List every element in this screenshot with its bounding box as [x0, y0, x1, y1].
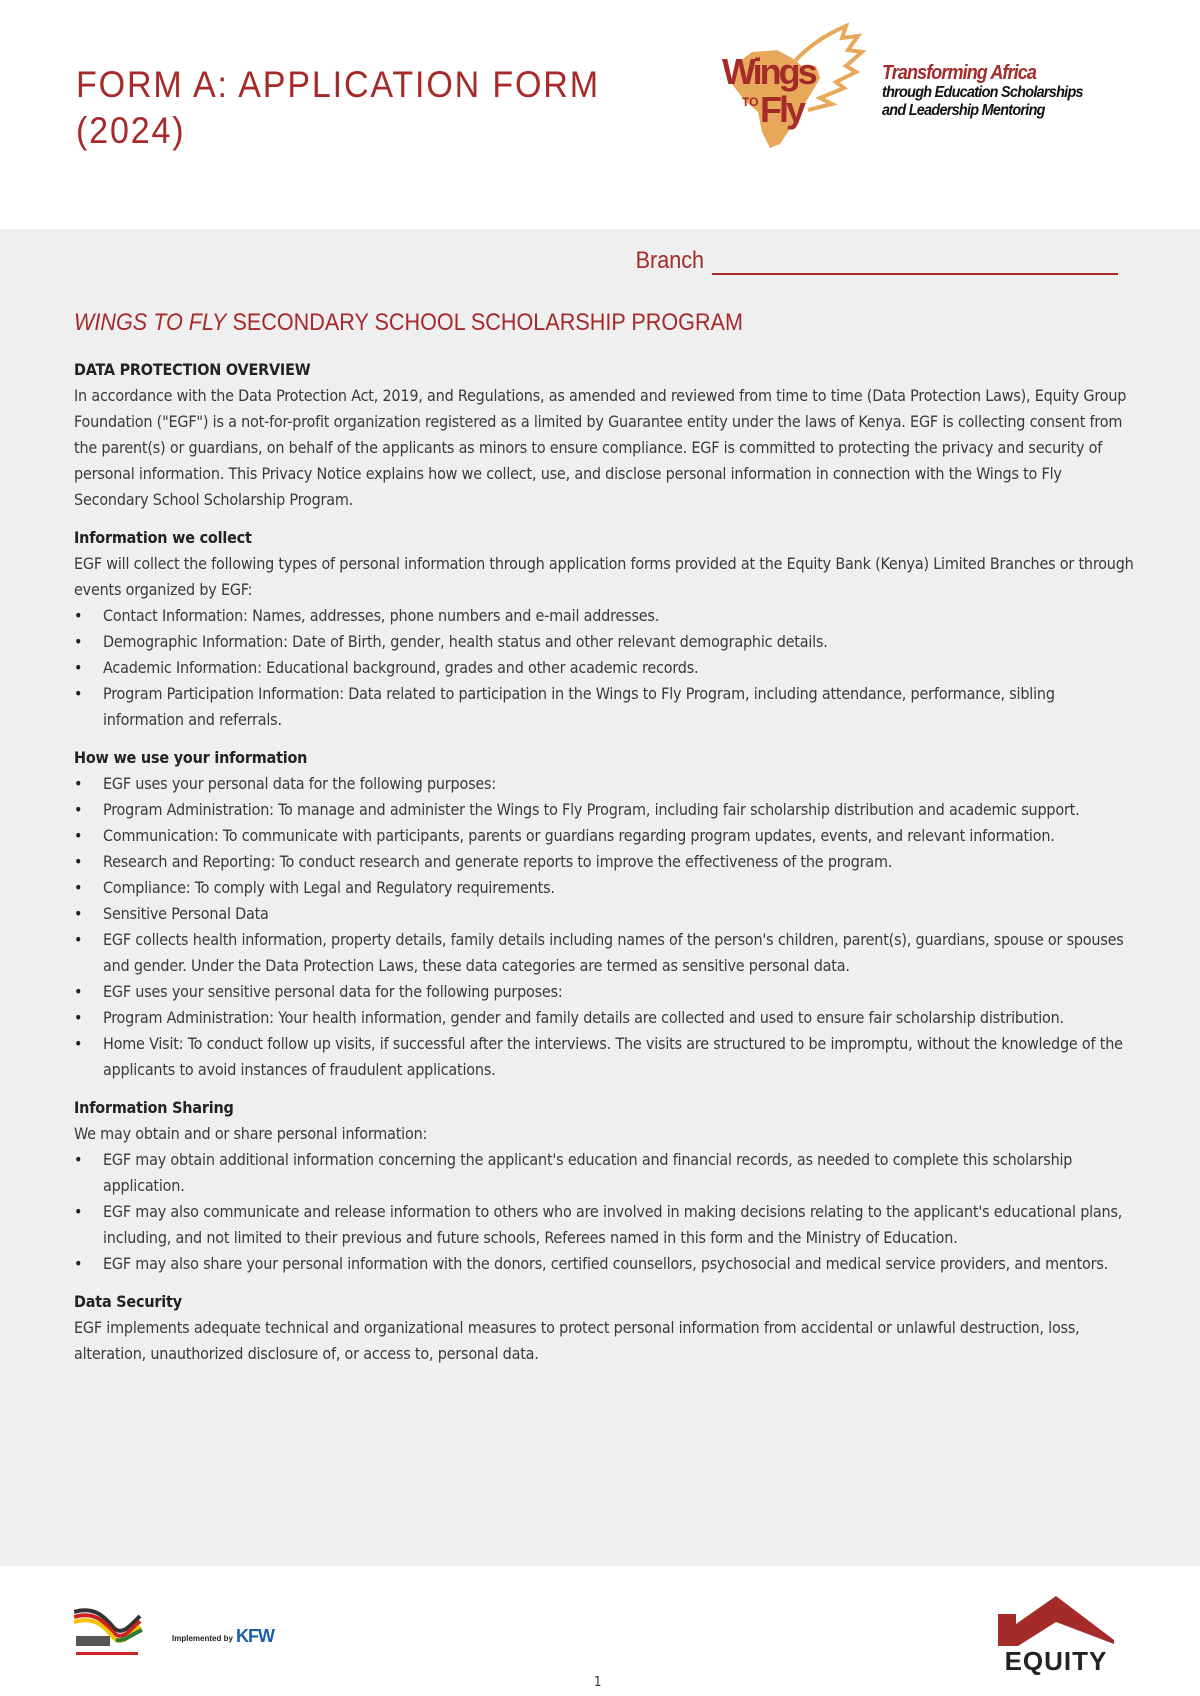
implemented-by-text: Implemented by: [172, 1634, 233, 1643]
logo-tagline: Transforming Africa through Education Scholarships and Leadership Mentoring: [882, 62, 1083, 119]
section-heading: Information we collect: [74, 528, 252, 547]
form-title-line2: (2024): [76, 110, 186, 151]
list-item: • EGF may also communicate and release information to others who are involved in making decisions relating to the applicant's educational plans, including, and not limited to their previous and future schools, Referees named in this form and the Ministry of Education.: [74, 1199, 1134, 1251]
list-item: • Research and Reporting: To conduct research and generate reports to improve the effectiveness of the program.: [74, 849, 1134, 875]
branch-label: Branch: [635, 247, 705, 274]
section-information-we-collect: [74, 525, 1134, 733]
list-item: • Program Administration: Your health information, gender and family details are collected and used to ensure fair scholarship distribution.: [74, 1005, 1134, 1031]
section-heading: DATA PROTECTION OVERVIEW: [74, 360, 311, 379]
program-title: [74, 309, 743, 337]
section-heading: Data Security: [74, 1292, 182, 1311]
page-number: 1: [594, 1675, 602, 1690]
section-heading: How we use your information: [74, 748, 308, 767]
equity-roof-icon: [998, 1596, 1114, 1646]
section-paragraph: EGF implements adequate technical and organizational measures to protect personal information from accidental or unlawful destruction, loss, alteration, unauthorized disclosure of, or access to, personal data.: [74, 1318, 1080, 1363]
list-item: • EGF may also share your personal information with the donors, certified counsellors, psychosocial and medical service providers, and mentors.: [74, 1251, 1134, 1277]
list-item: • Contact Information: Names, addresses, phone numbers and e-mail addresses.: [74, 603, 1134, 629]
privacy-notice: [74, 357, 1134, 1379]
section-overview: [74, 357, 1134, 513]
form-title: [76, 62, 600, 154]
africa-wings-logo-icon: [722, 22, 872, 157]
form-title-line1: FORM A: APPLICATION FORM: [76, 64, 600, 105]
page-footer: [0, 1566, 1200, 1696]
wings-to-fly-logo: [722, 22, 1162, 157]
section-information-sharing: [74, 1095, 1134, 1277]
section-intro: EGF will collect the following types of personal information through application forms provided at the Equity Bank (Kenya) Limited Branches or through events organized by EGF:: [74, 554, 1134, 599]
bullet-list: [74, 1147, 1134, 1277]
section-data-security: [74, 1289, 1134, 1367]
germany-kenya-partnership-logo-icon: [74, 1606, 144, 1658]
equity-wordmark: EQUITY: [1004, 1646, 1108, 1676]
branch-field: [628, 247, 1118, 275]
svg-text:Fly: Fly: [760, 89, 804, 130]
program-title-italic: WINGS TO FLY: [74, 309, 227, 336]
list-item: • Home Visit: To conduct follow up visits, if successful after the interviews. The visits are structured to be impromptu, without the knowledge of the applicants to avoid instances of fraudulent applications.: [74, 1031, 1134, 1083]
section-intro: We may obtain and or share personal information:: [74, 1124, 428, 1143]
section-paragraph: In accordance with the Data Protection Act, 2019, and Regulations, as amended and reviewed from time to time (Data Protection Laws), Equity Group Foundation ("EGF") is a not-for-profit organization registered as a limited by Guarantee entity under the laws of Kenya. EGF is collecting consent from the parent(s) or guardians, on behalf of the applicants as minors to ensure compliance. EGF is committed to protecting the privacy and security of personal information. This Privacy Notice explains how we collect, use, and disclose personal information in connection with the Wings to Fly Secondary School Scholarship Program.: [74, 386, 1127, 509]
list-item: • Compliance: To comply with Legal and Regulatory requirements.: [74, 875, 1134, 901]
list-item: • EGF uses your sensitive personal data for the following purposes:: [74, 979, 1134, 1005]
branch-input[interactable]: [712, 247, 1118, 275]
list-item: • EGF may obtain additional information concerning the applicant's education and financial records, as needed to complete this scholarship application.: [74, 1147, 1134, 1199]
svg-text:Wings: Wings: [722, 51, 815, 92]
section-how-we-use: [74, 745, 1134, 1083]
program-title-rest: SECONDARY SCHOOL SCHOLARSHIP PROGRAM: [226, 309, 743, 336]
list-item: • Communication: To communicate with participants, parents or guardians regarding program updates, events, and relevant information.: [74, 823, 1134, 849]
list-item: • Demographic Information: Date of Birth, gender, health status and other relevant demographic details.: [74, 629, 1134, 655]
list-item: • EGF collects health information, property details, family details including names of the person's children, parent(s), guardians, spouse or spouses and gender. Under the Data Protection Laws, these data categories are termed as sensitive personal data.: [74, 927, 1134, 979]
list-item: • Program Administration: To manage and administer the Wings to Fly Program, including fair scholarship distribution and academic support.: [74, 797, 1134, 823]
bullet-list: [74, 603, 1134, 733]
list-item: • Sensitive Personal Data: [74, 901, 1134, 927]
equity-logo: [998, 1596, 1114, 1676]
section-heading: Information Sharing: [74, 1098, 234, 1117]
list-item: • Academic Information: Educational background, grades and other academic records.: [74, 655, 1134, 681]
list-item: • Program Participation Information: Data related to participation in the Wings to Fly Program, including attendance, performance, sibling information and referrals.: [74, 681, 1134, 733]
list-item: • EGF uses your personal data for the following purposes:: [74, 771, 1134, 797]
bullet-list: [74, 771, 1134, 1083]
page-header: [0, 0, 1200, 229]
svg-text:TO: TO: [742, 95, 759, 109]
form-body: [0, 229, 1200, 1566]
kfw-logo: KFW: [236, 1626, 274, 1646]
